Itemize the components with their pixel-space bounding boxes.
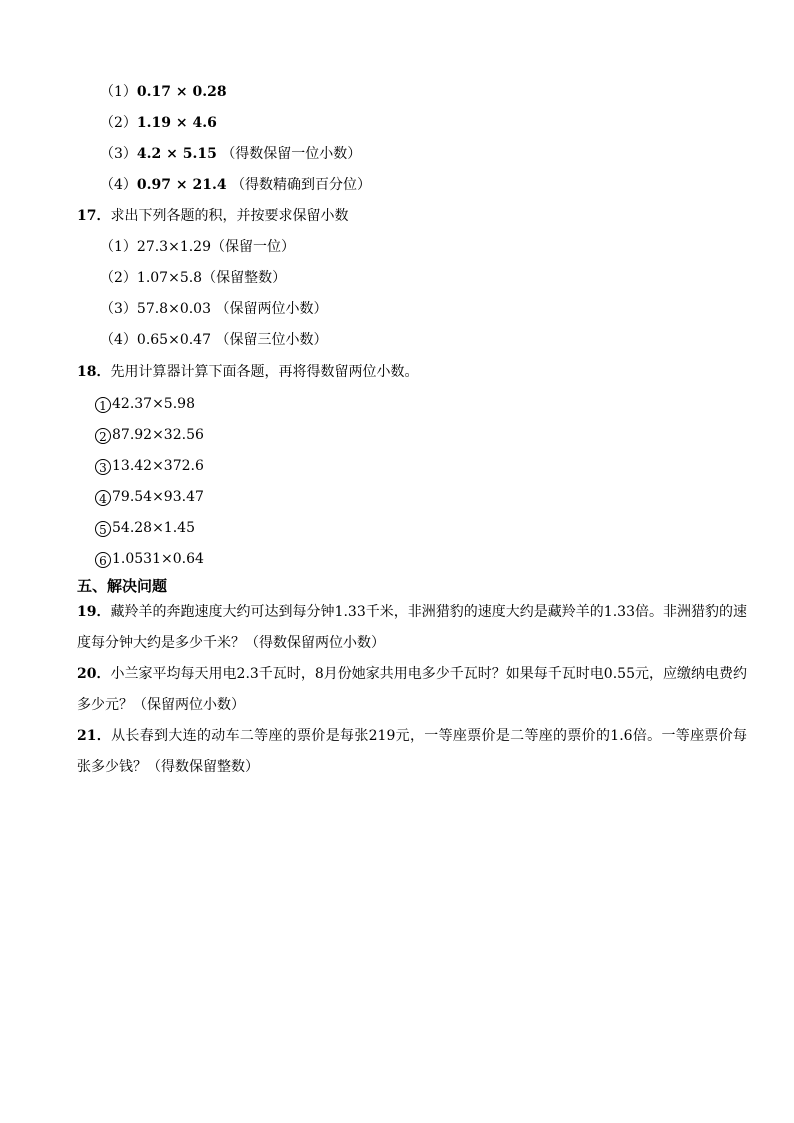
item-label: （2） xyxy=(100,115,137,131)
item-expression: 1.19 × 4.6 xyxy=(136,115,217,131)
item-note: （得数保留一位小数） xyxy=(221,146,362,162)
question-text: 小兰家平均每天用电2.3千瓦时，8月份她家共用电多少千瓦时？如果每千瓦时电0.55元，应缴纳电费约多少元？（保留两位小数） xyxy=(77,666,748,713)
q16-item-1 xyxy=(100,83,227,101)
circled-number: 4 xyxy=(95,490,111,506)
item-expression: 0.17 × 0.28 xyxy=(136,84,227,100)
question-number: 21． xyxy=(77,728,112,744)
item-text: 27.3×1.29（保留一位） xyxy=(136,239,295,255)
question-number: 18． xyxy=(77,364,111,380)
item-text: 57.8×0.03 （保留两位小数） xyxy=(136,301,328,317)
q18-item-3 xyxy=(95,457,204,475)
q18-heading xyxy=(77,363,418,381)
q17-item-1 xyxy=(100,238,295,256)
item-label: （1） xyxy=(100,84,137,100)
question-text: 求出下列各题的积，并按要求保留小数 xyxy=(110,208,349,224)
circled-number: 6 xyxy=(95,552,111,568)
circled-number: 5 xyxy=(95,521,111,537)
circled-number: 1 xyxy=(95,397,111,413)
section-heading: 五、解决问题 xyxy=(77,577,168,595)
item-text: 1.07×5.8（保留整数） xyxy=(136,270,287,286)
question-number: 20． xyxy=(77,666,111,682)
q18-item-4 xyxy=(95,488,204,506)
q16-item-4 xyxy=(100,176,371,194)
item-text: 79.54×93.47 xyxy=(112,489,204,505)
q20-paragraph xyxy=(77,659,747,721)
circled-number: 2 xyxy=(95,428,111,444)
item-label: （4） xyxy=(100,177,137,193)
q16-item-3 xyxy=(100,145,361,163)
item-label: （3） xyxy=(100,146,137,162)
item-note: （得数精确到百分位） xyxy=(231,177,372,193)
q17-item-3 xyxy=(100,300,327,318)
item-text: 42.37×5.98 xyxy=(112,396,195,412)
q17-heading xyxy=(77,207,348,225)
item-text: 13.42×372.6 xyxy=(112,458,204,474)
question-number: 17． xyxy=(77,208,111,224)
q17-item-4 xyxy=(100,331,327,349)
question-text: 从长春到大连的动车二等座的票价是每张219元，一等座票价是二等座的票价的1.6倍。一等座票价每张多少钱？（得数保留整数） xyxy=(77,728,748,775)
item-label: （4） xyxy=(100,332,137,348)
q18-item-6 xyxy=(95,550,204,568)
q18-item-1 xyxy=(95,395,195,413)
item-text: 54.28×1.45 xyxy=(112,520,195,536)
question-text: 先用计算器计算下面各题，再将得数留两位小数。 xyxy=(110,364,419,380)
q18-item-5 xyxy=(95,519,195,537)
item-label: （3） xyxy=(100,301,137,317)
q18-item-2 xyxy=(95,426,204,444)
item-label: （1） xyxy=(100,239,137,255)
item-expression: 4.2 × 5.15 xyxy=(136,146,217,162)
question-text: 藏羚羊的奔跑速度大约可达到每分钟1.33千米，非洲猎豹的速度大约是藏羚羊的1.33倍。非洲猎豹的速度每分钟大约是多少千米？（得数保留两位小数） xyxy=(77,604,748,651)
item-expression: 0.97 × 21.4 xyxy=(136,177,227,193)
q17-item-2 xyxy=(100,269,286,287)
q16-item-2 xyxy=(100,114,217,132)
question-number: 19． xyxy=(77,604,111,620)
item-text: 87.92×32.56 xyxy=(112,427,204,443)
q21-paragraph xyxy=(77,721,747,783)
item-text: 1.0531×0.64 xyxy=(112,551,204,567)
item-label: （2） xyxy=(100,270,137,286)
circled-number: 3 xyxy=(95,459,111,475)
item-text: 0.65×0.47 （保留三位小数） xyxy=(136,332,328,348)
q19-paragraph xyxy=(77,597,747,659)
